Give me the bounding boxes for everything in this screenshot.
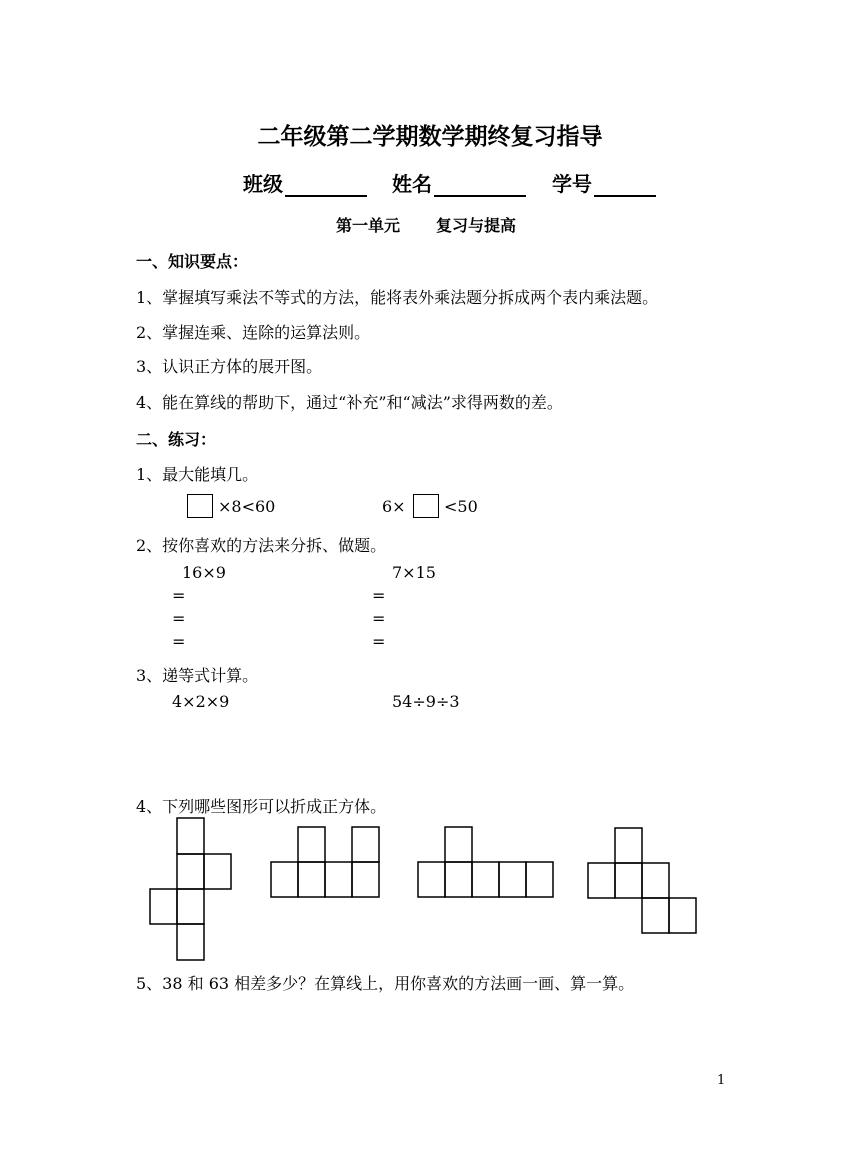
class-label: 班级 <box>243 172 283 196</box>
equals-sign: = <box>172 586 186 605</box>
cube-net-4[interactable] <box>588 828 696 933</box>
cube-net-2[interactable] <box>271 827 379 897</box>
name-label: 姓名 <box>392 172 432 196</box>
q3-right-expression: 54÷9÷3 <box>392 692 460 711</box>
student-id-label: 学号 <box>552 172 592 196</box>
cube-net-1[interactable] <box>150 818 231 960</box>
equals-sign: = <box>372 609 386 628</box>
page-title: 二年级第二学期数学期终复习指导 <box>257 124 603 150</box>
question-4: 4、下列哪些图形可以折成正方体。 <box>136 797 387 816</box>
equals-sign: = <box>172 609 186 628</box>
unit-subtitle: 复习与提高 <box>436 216 517 235</box>
question-3: 3、递等式计算。 <box>136 666 259 685</box>
equals-sign: = <box>372 586 386 605</box>
knowledge-point: 3、认识正方体的展开图。 <box>136 357 323 376</box>
unit-title: 第一单元 <box>336 216 401 235</box>
knowledge-point: 2、掌握连乘、连除的运算法则。 <box>136 323 371 342</box>
q1-right-suffix: <50 <box>444 497 478 516</box>
q2-left-expression: 16×9 <box>182 563 226 582</box>
question-1: 1、最大能填几。 <box>136 465 259 484</box>
equals-sign: = <box>172 632 186 651</box>
question-2: 2、按你喜欢的方法来分拆、做题。 <box>136 536 387 555</box>
page-number: 1 <box>717 1073 726 1088</box>
section-knowledge-heading: 一、知识要点： <box>136 252 249 271</box>
question-5: 5、38 和 63 相差多少？在算线上，用你喜欢的方法画一画、算一算。 <box>136 974 635 993</box>
section-practice-heading: 二、练习： <box>136 430 217 449</box>
q2-right-expression: 7×15 <box>392 563 436 582</box>
q1-left-expression: ×8<60 <box>218 497 276 516</box>
equals-sign: = <box>372 632 386 651</box>
q3-left-expression: 4×2×9 <box>172 692 230 711</box>
knowledge-point: 4、能在算线的帮助下，通过“补充”和“减法”求得两数的差。 <box>136 393 563 412</box>
cube-net-3[interactable] <box>418 827 553 897</box>
knowledge-point: 1、掌握填写乘法不等式的方法，能将表外乘法题分拆成两个表内乘法题。 <box>136 288 659 307</box>
q1-right-prefix: 6× <box>382 497 406 516</box>
